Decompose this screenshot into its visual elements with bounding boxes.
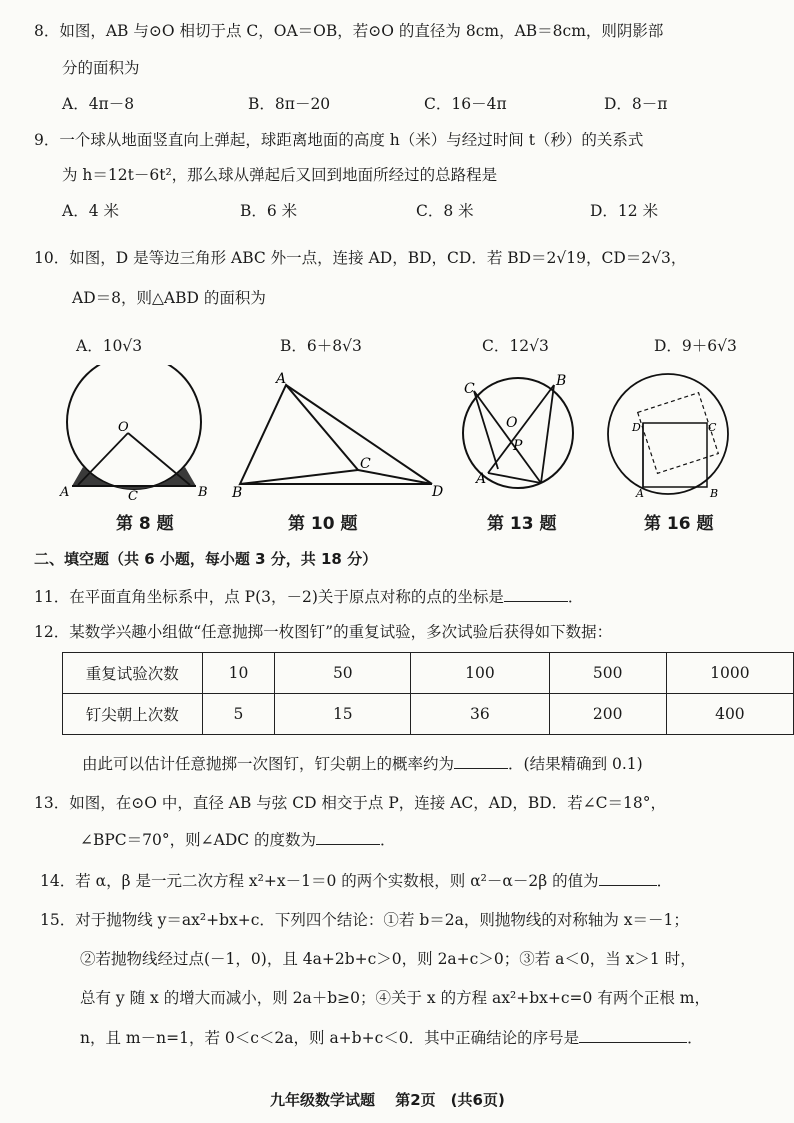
q9-option-d: D．12 米 (590, 202, 659, 220)
q8-line1: 8．如图，AB 与⊙O 相切于点 C，OA＝OB，若⊙O 的直径为 8cm，AB＝8cm，则阴影部 (34, 22, 664, 40)
q9-option-c: C．8 米 (416, 202, 474, 220)
q10-line2: AD＝8，则△ABD 的面积为 (72, 289, 266, 307)
q13-line2 (80, 828, 396, 851)
q10-option-b: B．6＋8√3 (280, 337, 362, 355)
table-cell: 10 (202, 653, 275, 694)
fig8-label-a: A (60, 485, 70, 500)
table-cell: 5 (202, 694, 275, 735)
fig10-label-a: A (276, 371, 287, 387)
fig10-label-c: C (360, 456, 371, 472)
q8-option-b: B．8π－20 (248, 95, 331, 113)
q12-line1: 12．某数学兴趣小组做“任意抛掷一枚图钉”的重复试验，多次试验后获得如下数据： (34, 623, 613, 641)
fig13-label-o: O (506, 415, 518, 431)
fig8-label-c: C (128, 489, 138, 504)
q8-option-d: D．8－π (604, 95, 668, 113)
fig13-label-c: C (464, 381, 475, 397)
table-row-header: 钉尖朝上次数 (63, 694, 203, 735)
q15-text-a: n，且 m－n=1，若 0＜c＜2a，则 a+b+c＜0．其中正确结论的序号是 (80, 1029, 580, 1047)
caption-fig10: 第 10 题 (288, 514, 358, 534)
q15-answer-blank[interactable] (579, 1026, 687, 1043)
q15-line2: ②若抛物线经过点(－1，0)，且 4a+2b+c＞0，则 2a+c＞0；③若 a＜0，当 x＞1 时， (80, 950, 696, 968)
q14-answer-blank[interactable] (599, 869, 657, 886)
fig16-label-a: A (636, 487, 644, 500)
q9-option-a: A．4 米 (62, 202, 119, 220)
q9-line1: 9．一个球从地面竖直向上弹起，球距离地面的高度 h（米）与经过时间 t（秒）的关系式 (34, 131, 644, 149)
section-heading: 二、填空题（共 6 小题，每小题 3 分，共 18 分） (34, 550, 378, 568)
q14-text: 14．若 α，β 是一元二次方程 x²+x－1＝0 的两个实数根，则 α²－α－2β 的值为 (40, 872, 599, 890)
q13-text-b: ． (380, 831, 396, 849)
q13-text-a: ∠BPC＝70°，则∠ADC 的度数为 (80, 831, 317, 849)
q10-option-d: D．9＋6√3 (654, 337, 737, 355)
table-cell: 1000 (666, 653, 793, 694)
page-footer: 九年级数学试题 第2页 (共6页) (270, 1091, 505, 1109)
q11-end: ． (567, 588, 584, 606)
q11-line (34, 585, 583, 608)
table-cell: 36 (411, 694, 549, 735)
table-cell: 50 (275, 653, 411, 694)
fig13-label-a: A (476, 471, 487, 487)
table-row-header: 重复试验次数 (63, 653, 203, 694)
fig16-label-d: D (632, 421, 641, 434)
figure-8 (59, 365, 208, 504)
q12-data-table (62, 652, 794, 735)
table-row (63, 653, 794, 694)
caption-fig13: 第 13 题 (487, 514, 557, 534)
fig13-label-p: P (513, 438, 523, 454)
q9-option-b: B．6 米 (240, 202, 298, 220)
q8-option-a: A．4π－8 (62, 95, 135, 113)
q9-line2: 为 h＝12t－6t²，那么球从弹起后又回到地面所经过的总路程是 (62, 166, 498, 184)
q12-text-b: ．(结果精确到 0.1) (508, 755, 643, 773)
q11-text: 11．在平面直角坐标系中，点 P(3，－2)关于原点对称的点的坐标是 (34, 588, 504, 606)
table-cell: 400 (666, 694, 793, 735)
fig8-label-b: B (198, 485, 208, 500)
caption-fig8: 第 8 题 (116, 514, 174, 534)
table-cell: 200 (549, 694, 666, 735)
q15-line1: 15．对于抛物线 y＝ax²+bx+c．下列四个结论：①若 b＝2a，则抛物线的对称轴为 x＝－1； (40, 911, 689, 929)
q10-option-c: C．12√3 (482, 337, 549, 355)
q14-line (40, 869, 672, 892)
q11-answer-blank[interactable] (504, 585, 568, 602)
figure-13 (463, 373, 573, 488)
fig16-label-b: B (710, 487, 719, 500)
table-cell: 100 (411, 653, 549, 694)
q14-end: ． (656, 872, 673, 890)
figures-svg (0, 365, 794, 505)
table-row (63, 694, 794, 735)
q8-line2: 分的面积为 (62, 59, 140, 77)
q15-end: ． (687, 1029, 703, 1047)
fig16-label-c: C (708, 421, 717, 434)
q10-option-a: A．10√3 (76, 337, 143, 355)
fig8-label-o: O (118, 420, 129, 435)
table-cell: 15 (275, 694, 411, 735)
q12-text-a: 由此可以估计任意抛掷一次图钉，钉尖朝上的概率约为 (82, 755, 455, 773)
q12-line2 (82, 752, 643, 775)
fig10-label-b: B (232, 485, 243, 501)
figure-10 (231, 371, 443, 501)
fig13-label-b: B (556, 373, 567, 389)
table-cell: 500 (549, 653, 666, 694)
fig10-label-d: D (432, 484, 444, 500)
q8-option-c: C．16－4π (424, 95, 507, 113)
caption-fig16: 第 16 题 (644, 514, 714, 534)
figure-16 (608, 374, 728, 500)
q13-line1: 13．如图，在⊙O 中，直径 AB 与弦 CD 相交于点 P，连接 AC，AD，BD．若∠C＝18°， (34, 794, 667, 812)
q12-answer-blank[interactable] (454, 752, 508, 769)
q15-line3: 总有 y 随 x 的增大而减小，则 2a＋b≥0；④关于 x 的方程 ax²+bx+c=0 有两个正根 m， (80, 989, 710, 1007)
q10-line1: 10．如图，D 是等边三角形 ABC 外一点，连接 AD，BD，CD．若 BD＝2√19，CD＝2√3， (34, 249, 687, 267)
q13-answer-blank[interactable] (316, 828, 380, 845)
q15-line4 (80, 1026, 703, 1049)
